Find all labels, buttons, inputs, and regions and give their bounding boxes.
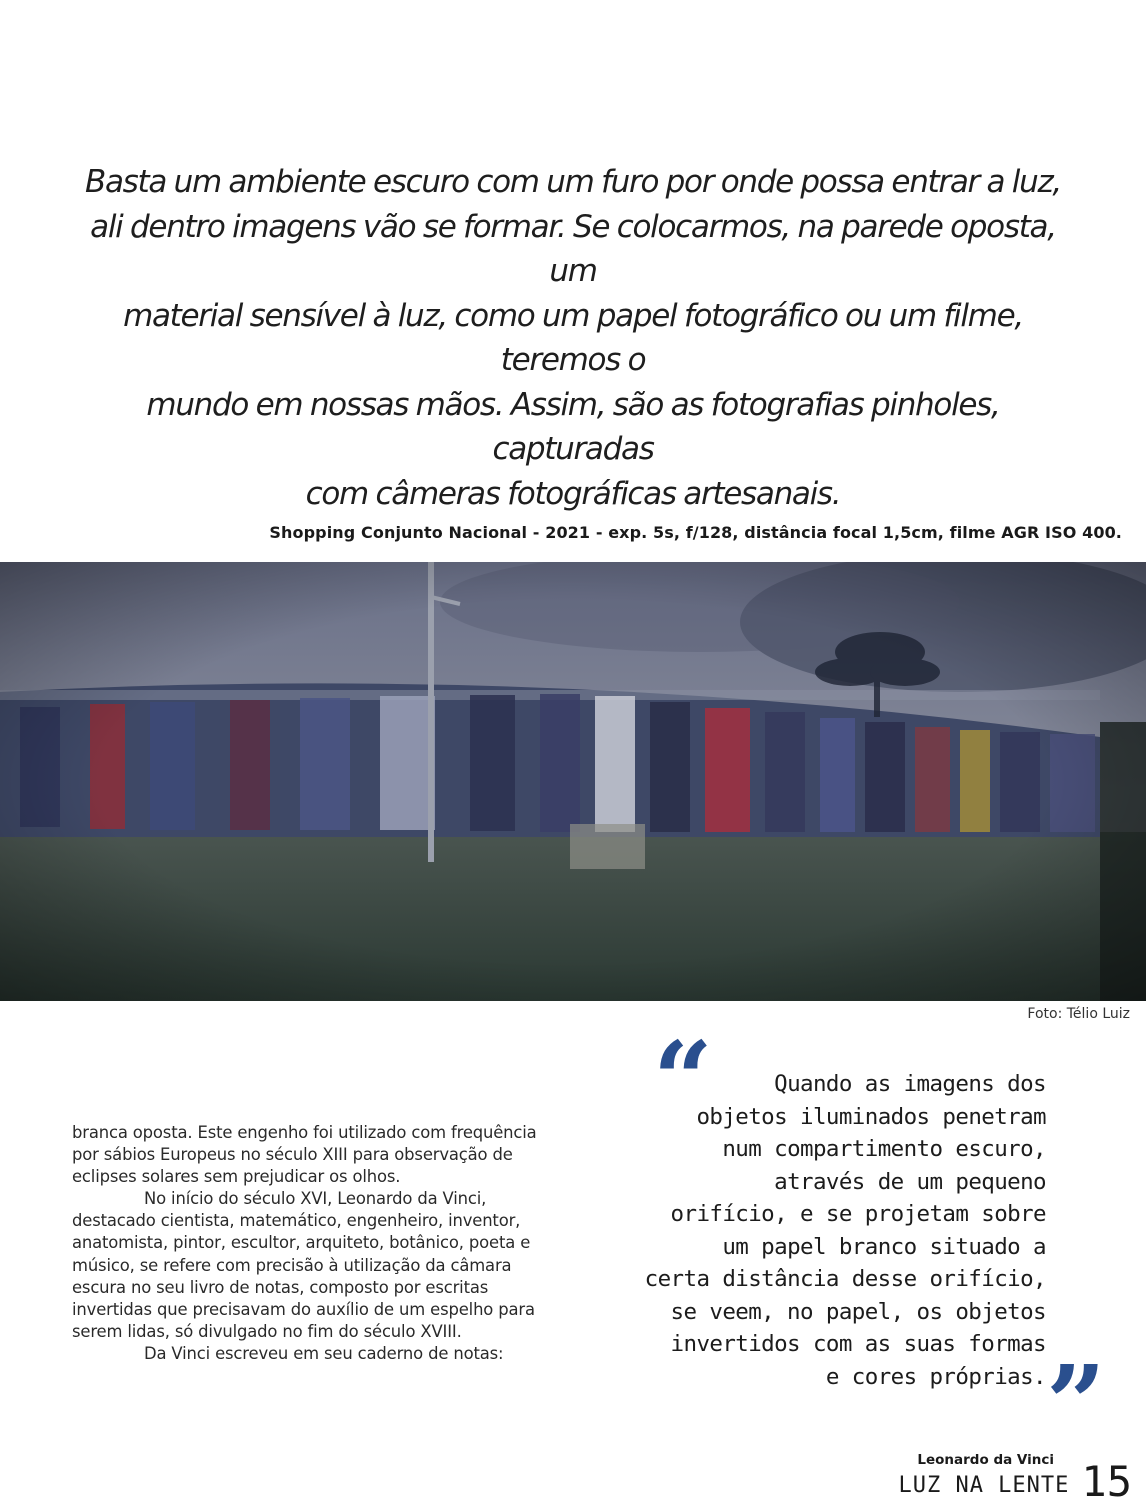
close-quote-mark: ” xyxy=(1046,1342,1106,1465)
article-paragraph: No início do século XVI, Leonardo da Vinci, destacado cientista, matemático, engenheiro, inventor, anatomista, pintor, escultor, arquiteto, botânico, poeta e músico, se refere com precisão à utilização da câmara escura no seu livro de notas, composto por escritas invertidas que precisavam do auxílio de um espelho para serem lidas, só divulgado no fim do século XVIII. xyxy=(72,1189,535,1341)
photo-illustration xyxy=(0,562,1146,1001)
quote-line: objetos iluminados penetram xyxy=(696,1103,1046,1130)
quote-line: e cores próprias. xyxy=(825,1363,1046,1390)
quote-line: invertidos com as suas formas xyxy=(670,1331,1046,1357)
intro-line: ali dentro imagens vão se formar. Se colocarmos, na parede oposta, um xyxy=(90,208,1056,289)
intro-line: mundo em nossas mãos. Assim, são as fotografias pinholes, capturadas xyxy=(146,386,1000,467)
magazine-name: LUZ NA LENTE xyxy=(898,1473,1070,1498)
open-quote-mark: “ xyxy=(653,1018,713,1141)
photo-credit: Foto: Télio Luiz xyxy=(1027,1006,1130,1022)
article-paragraph: Da Vinci escreveu em seu caderno de notas: xyxy=(144,1343,504,1363)
pull-quote xyxy=(606,1068,1046,1393)
page-number: 15 xyxy=(1081,1457,1132,1506)
article-paragraph: branca oposta. Este engenho foi utilizado com frequência por sábios Europeus no século XIII para observação de eclipses solares sem prejudicar os olhos. xyxy=(72,1123,537,1187)
intro-line: Basta um ambiente escuro com um furo por onde possa entrar a luz, xyxy=(85,164,1061,200)
quote-line: num compartimento escuro, xyxy=(722,1136,1046,1162)
intro-paragraph xyxy=(70,160,1076,516)
quote-line: se veem, no papel, os objetos xyxy=(670,1298,1046,1325)
photo-caption: Shopping Conjunto Nacional - 2021 - exp. 5s, f/128, distância focal 1,5cm, filme AGR ISO 400. xyxy=(269,523,1122,542)
quote-line: certa distância desse orifício, xyxy=(644,1266,1046,1292)
pinhole-photo xyxy=(0,562,1146,1001)
intro-line: com câmeras fotográficas artesanais. xyxy=(305,475,841,512)
quote-line: orifício, e se projetam sobre xyxy=(670,1201,1046,1227)
intro-line: material sensível à luz, como um papel fotográfico ou um filme, teremos o xyxy=(123,297,1023,378)
quote-author: Leonardo da Vinci xyxy=(917,1452,1054,1468)
quote-line: através de um pequeno xyxy=(774,1168,1046,1195)
quote-line: Quando as imagens dos xyxy=(774,1071,1046,1097)
article-body xyxy=(72,1122,560,1365)
quote-line: um papel branco situado a xyxy=(722,1233,1046,1260)
